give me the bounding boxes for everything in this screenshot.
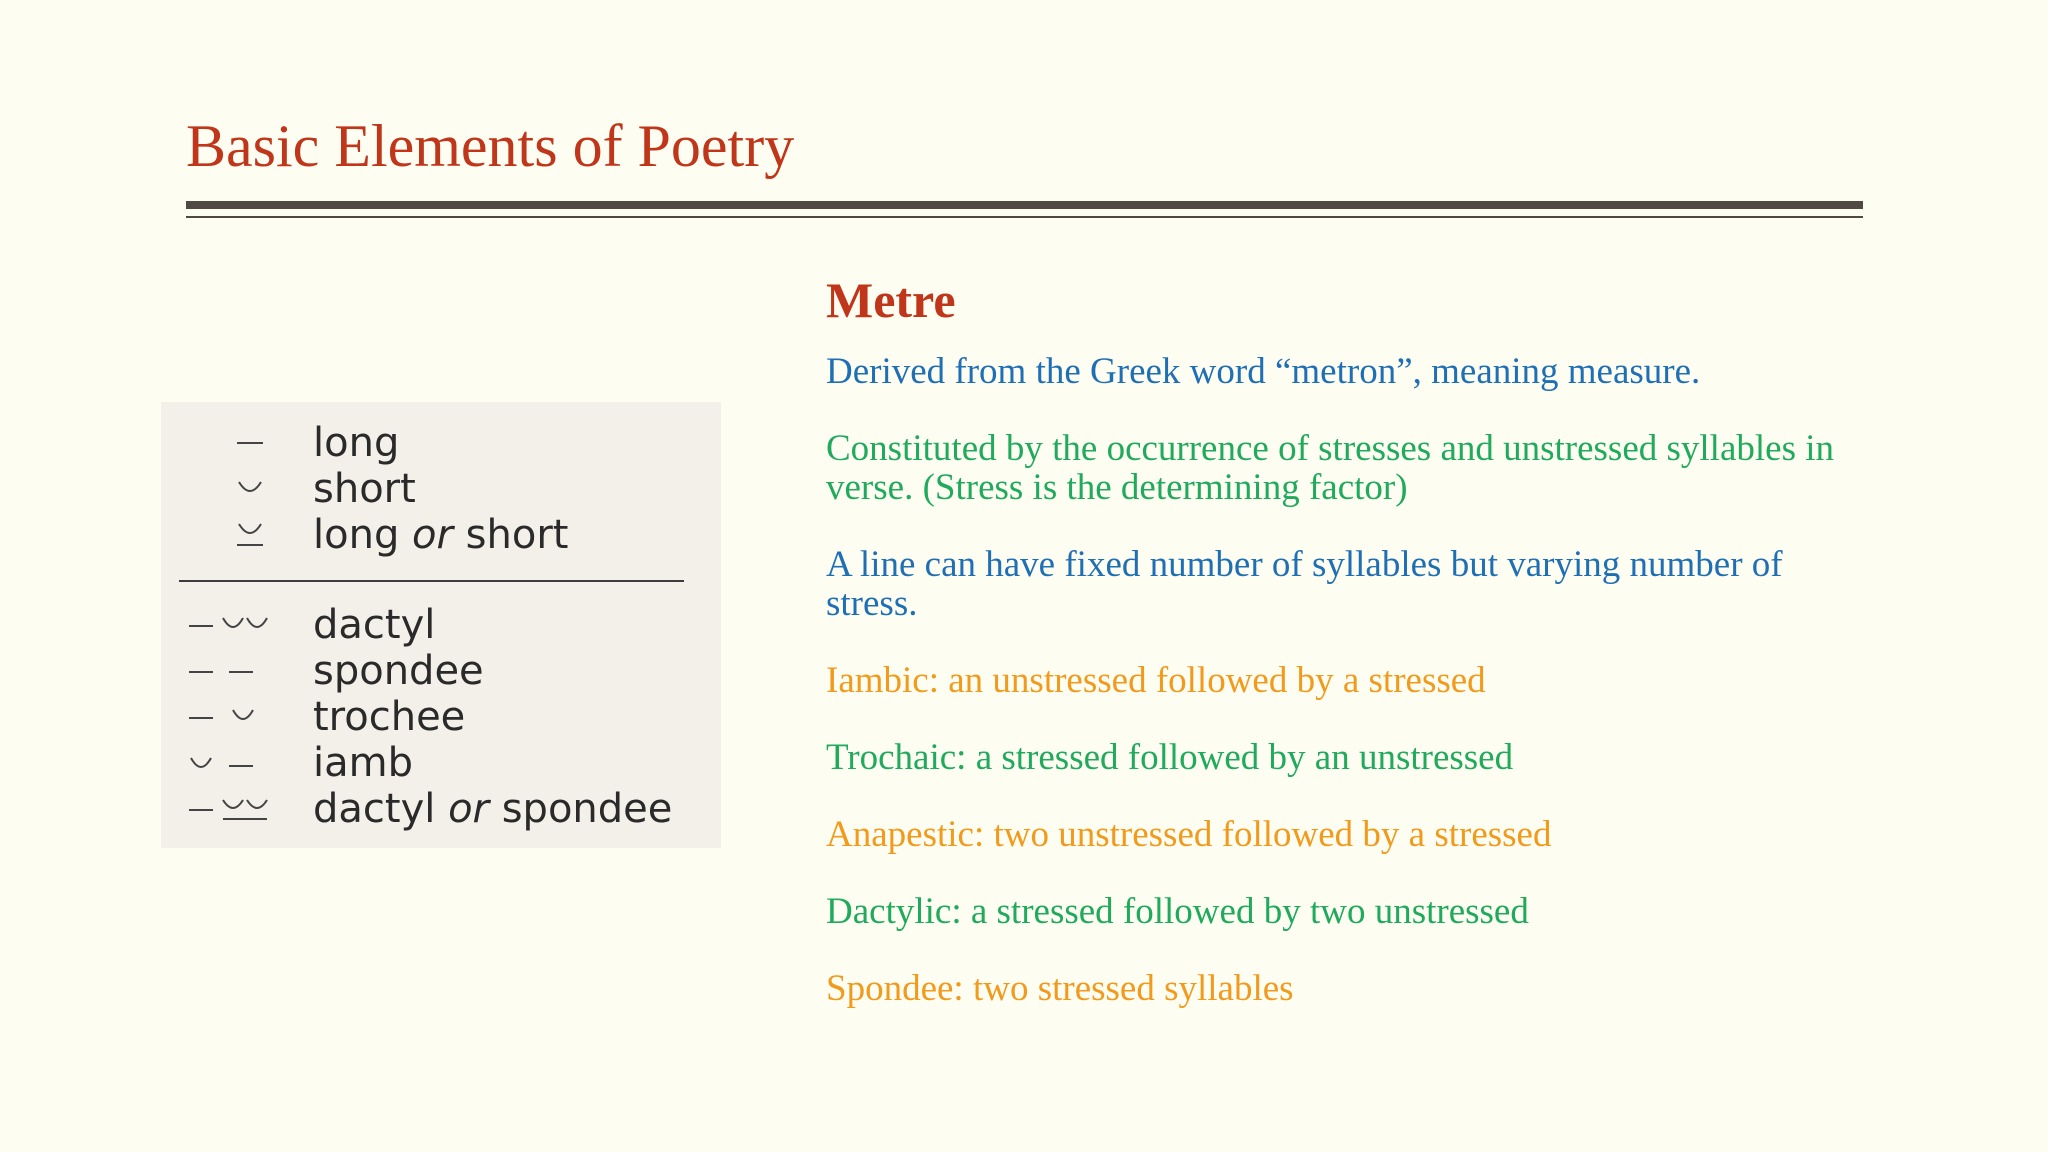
legend-row-iamb xyxy=(161,740,721,786)
legend-row-dactyl-or-spondee xyxy=(161,786,721,832)
metre-constitution: Constituted by the occurrence of stresses and unstressed syllables in verse. (Stress is the determining factor) xyxy=(826,428,1835,508)
trochaic-definition: Trochaic: a stressed followed by an unstressed xyxy=(826,737,1514,778)
legend-label: spondee xyxy=(313,648,484,694)
dactyl-or-spondee-mark-icon xyxy=(189,786,269,832)
iambic-definition: Iambic: an unstressed followed by a stressed xyxy=(826,660,1486,701)
spondee-definition: Spondee: two stressed syllables xyxy=(826,968,1294,1009)
iamb-mark-icon xyxy=(189,740,269,786)
spondee-mark-icon xyxy=(189,648,269,694)
legend-row-short xyxy=(161,466,721,512)
legend-row-long xyxy=(161,420,721,466)
dactylic-definition: Dactylic: a stressed followed by two unstressed xyxy=(826,891,1529,932)
legend-row-trochee xyxy=(161,694,721,740)
legend-row-anceps xyxy=(161,512,721,558)
slide-title: Basic Elements of Poetry xyxy=(186,113,795,179)
metre-legend-image xyxy=(161,402,721,848)
legend-label: long or short xyxy=(313,512,569,558)
legend-label: long xyxy=(313,420,400,466)
legend-label: dactyl xyxy=(313,602,436,648)
title-rule-thin xyxy=(186,216,1863,218)
legend-label: iamb xyxy=(313,740,413,786)
anapestic-definition: Anapestic: two unstressed followed by a stressed xyxy=(826,814,1552,855)
metre-line-note: A line can have fixed number of syllables but varying number of stress. xyxy=(826,544,1783,624)
title-rule-thick xyxy=(186,201,1863,209)
anceps-mark-icon xyxy=(189,512,269,558)
legend-label: dactyl or spondee xyxy=(313,786,673,832)
metre-content xyxy=(826,270,1876,1046)
legend-divider xyxy=(179,580,684,582)
metre-definition: Derived from the Greek word “metron”, meaning measure. xyxy=(826,351,1701,392)
dactyl-mark-icon xyxy=(189,602,269,648)
legend-row-spondee xyxy=(161,648,721,694)
long-mark-icon xyxy=(189,420,269,466)
legend-row-dactyl xyxy=(161,602,721,648)
trochee-mark-icon xyxy=(189,694,269,740)
section-heading: Metre xyxy=(826,272,956,328)
legend-label: trochee xyxy=(313,694,466,740)
legend-label: short xyxy=(313,466,416,512)
short-mark-icon xyxy=(189,466,269,512)
